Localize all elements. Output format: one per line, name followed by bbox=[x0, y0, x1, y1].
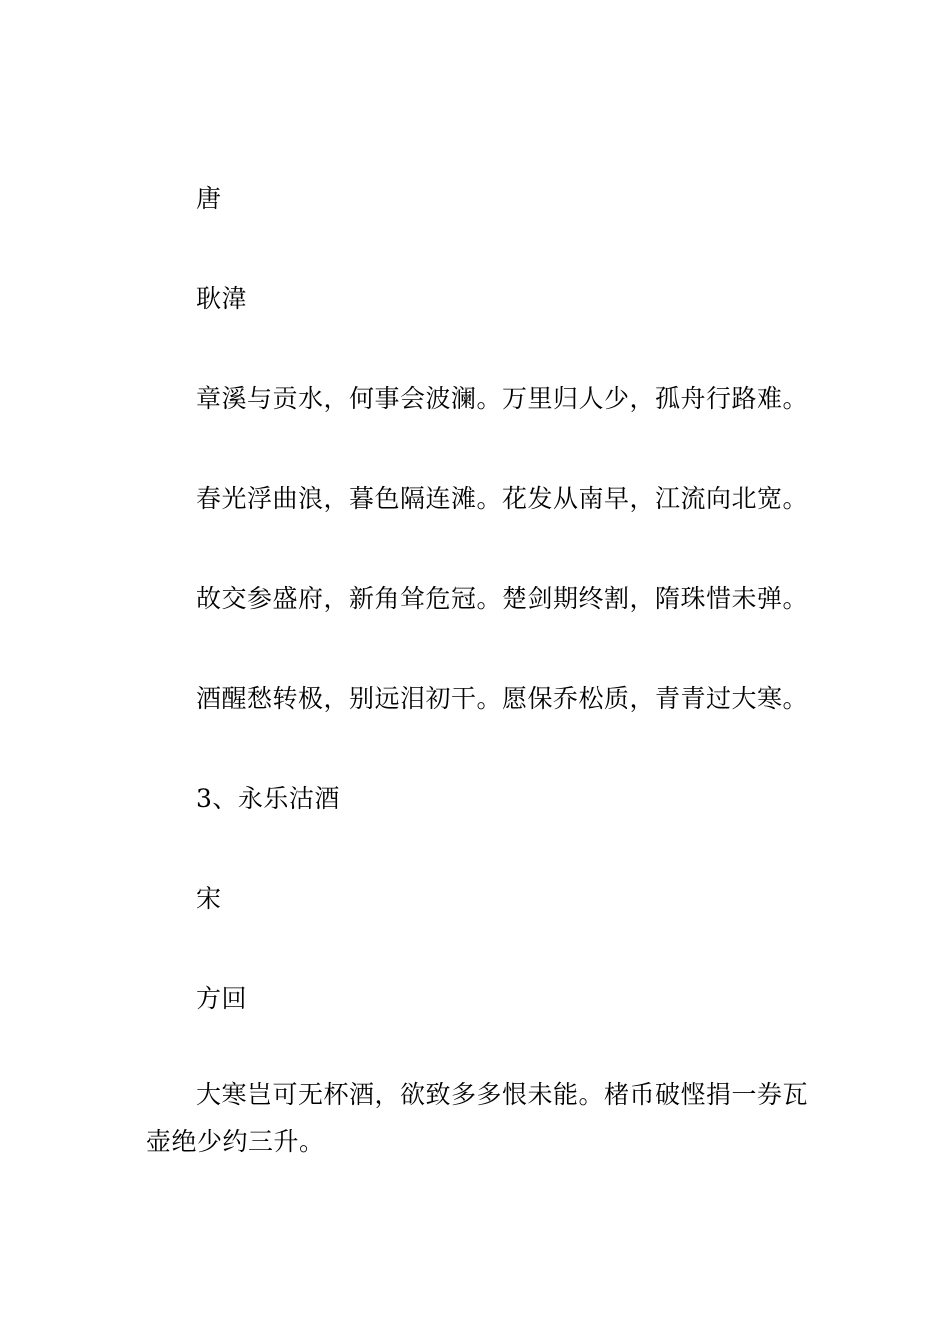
poem-title: 3、永乐沽酒 bbox=[196, 784, 340, 813]
author-name: 方回 bbox=[196, 984, 248, 1013]
poem-line: 酒醒愁转极，别远泪初干。愿保乔松质，青青过大寒。 bbox=[196, 684, 809, 713]
poem-paragraph: 大寒岂可无杯酒，欲致多多恨未能。楮币破悭捐一券瓦壶绝少约三升。 bbox=[146, 1080, 809, 1156]
poem-line: 春光浮曲浪，暮色隔连滩。花发从南早，江流向北宽。 bbox=[196, 484, 809, 513]
dynasty-label: 宋 bbox=[196, 884, 222, 913]
poem-line: 章溪与贡水，何事会波澜。万里归人少，孤舟行路难。 bbox=[196, 384, 809, 413]
poem-line: 故交参盛府，新角耸危冠。楚剑期终割，隋珠惜未弹。 bbox=[196, 584, 809, 613]
author-name: 耿湋 bbox=[196, 284, 248, 313]
dynasty-label: 唐 bbox=[196, 184, 222, 213]
